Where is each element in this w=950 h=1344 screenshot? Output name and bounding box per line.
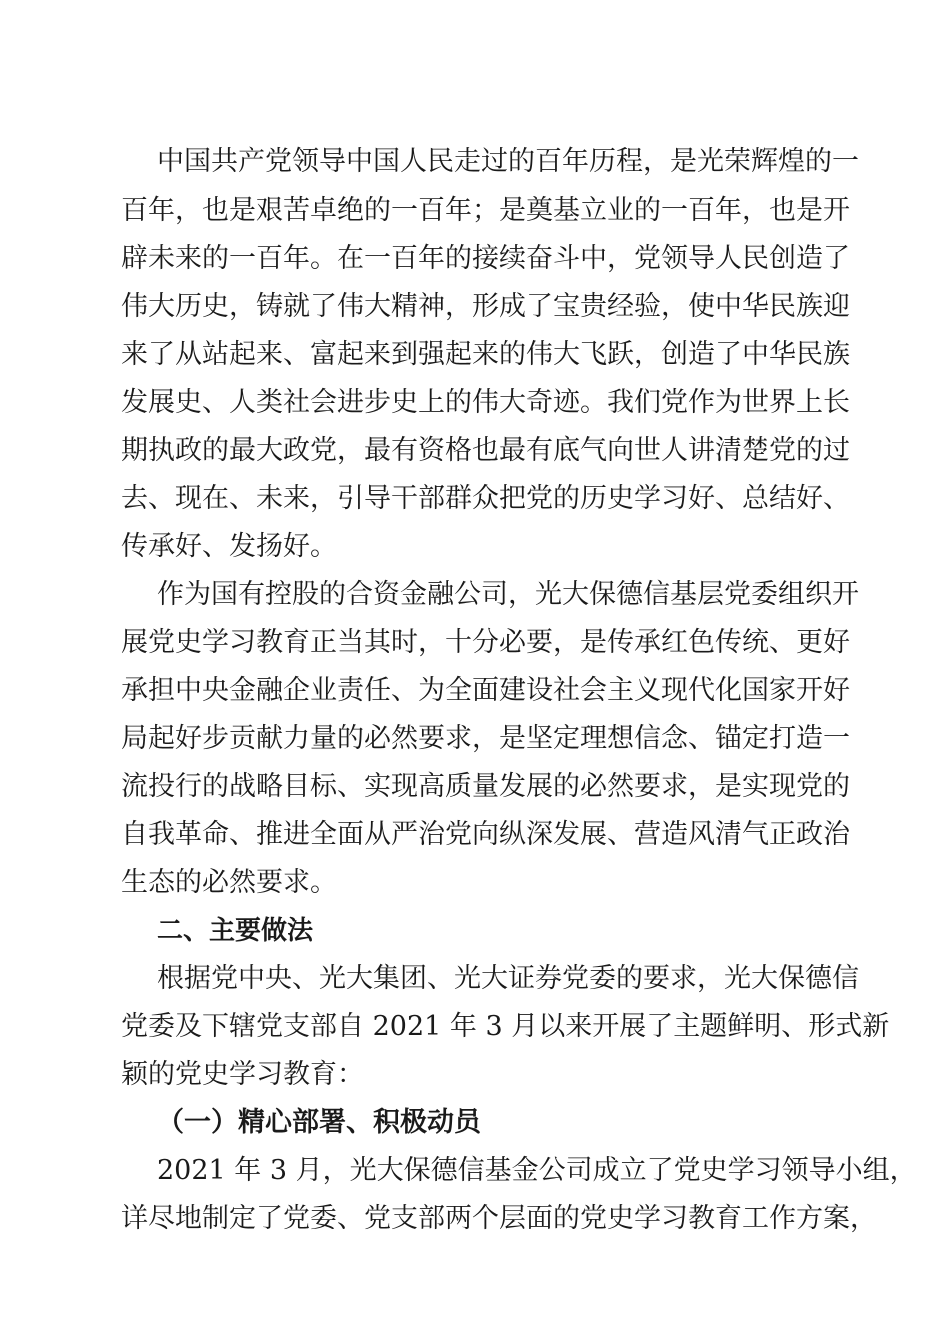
text-line: 来了从站起来、富起来到强起来的伟大飞跃，创造了中华民族 <box>121 339 850 370</box>
text-line: 百年，也是艰苦卓绝的一百年；是奠基立业的一百年，也是开 <box>121 195 850 226</box>
text-line: 党委及下辖党支部自 2021 年 3 月以来开展了主题鲜明、形式新 <box>121 1011 890 1042</box>
text-line: 承担中央金融企业责任、为全面建设社会主义现代化国家开好 <box>121 675 850 706</box>
text-line: 2021 年 3 月，光大保德信基金公司成立了党史学习领导小组， <box>157 1155 917 1186</box>
text-line: 详尽地制定了党委、党支部两个层面的党史学习教育工作方案， <box>121 1203 877 1234</box>
text-line: 流投行的战略目标、实现高质量发展的必然要求，是实现党的 <box>121 771 850 802</box>
text-line: 作为国有控股的合资金融公司，光大保德信基层党委组织开 <box>157 579 859 610</box>
text-line: 传承好、发扬好。 <box>121 531 337 562</box>
text-line: 发展史、人类社会进步史上的伟大奇迹。我们党作为世界上长 <box>121 387 850 418</box>
section-heading: 二、主要做法 <box>157 916 314 946</box>
text-line: 伟大历史，铸就了伟大精神，形成了宝贵经验，使中华民族迎 <box>121 291 850 322</box>
text-line: 去、现在、未来，引导干部群众把党的历史学习好、总结好、 <box>121 483 850 514</box>
text-line: 自我革命、推进全面从严治党向纵深发展、营造风清气正政治 <box>121 819 850 850</box>
text-line: 辟未来的一百年。在一百年的接续奋斗中，党领导人民创造了 <box>121 243 850 274</box>
text-line: 根据党中央、光大集团、光大证券党委的要求，光大保德信 <box>157 963 859 994</box>
text-line: 展党史学习教育正当其时，十分必要，是传承红色传统、更好 <box>121 627 850 658</box>
text-line: 生态的必然要求。 <box>121 867 337 898</box>
text-line: 中国共产党领导中国人民走过的百年历程，是光荣辉煌的一 <box>157 146 859 177</box>
text-line: 期执政的最大政党，最有资格也最有底气向世人讲清楚党的过 <box>121 435 850 466</box>
text-line: 局起好步贡献力量的必然要求，是坚定理想信念、锚定打造一 <box>121 723 850 754</box>
subsection-heading: （一）精心部署、积极动员 <box>157 1107 481 1138</box>
text-line: 颖的党史学习教育： <box>121 1059 364 1090</box>
